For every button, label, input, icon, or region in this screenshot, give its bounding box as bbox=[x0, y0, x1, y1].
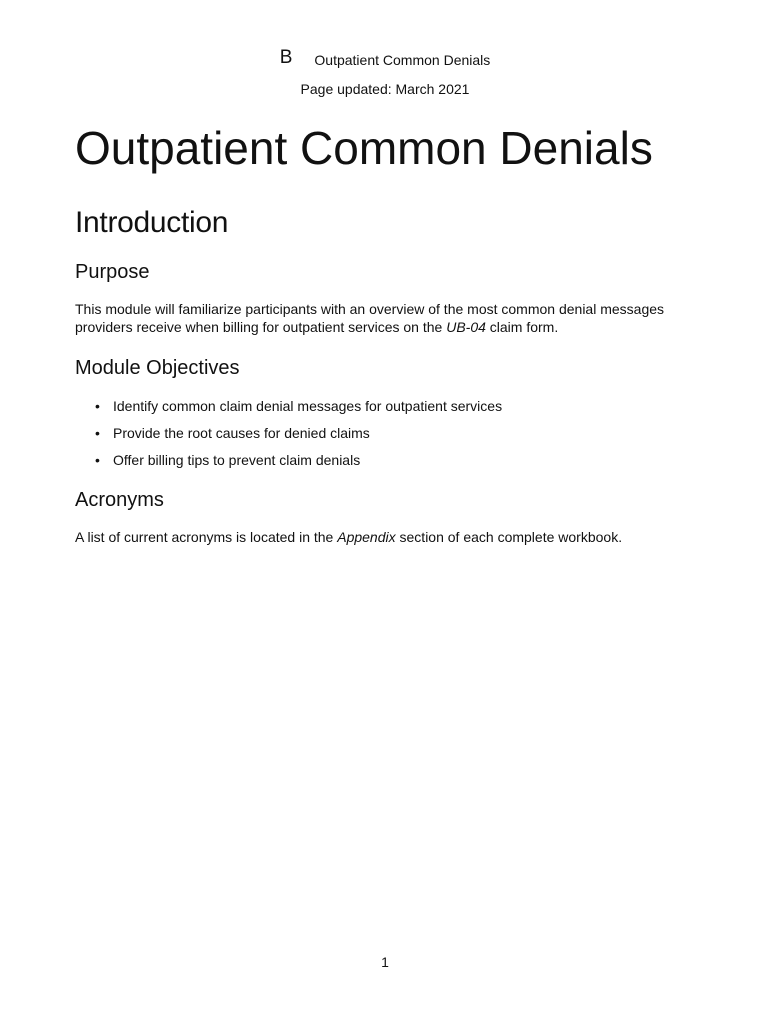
objective-text: Identify common claim denial messages for outpatient services bbox=[113, 398, 503, 414]
objective-text: Offer billing tips to prevent claim denials bbox=[113, 452, 361, 468]
list-item bbox=[95, 395, 502, 422]
module-objectives-heading: Module Objectives bbox=[75, 357, 240, 379]
purpose-text-end: claim form. bbox=[485, 319, 559, 335]
document-title: Outpatient Common Denials bbox=[75, 122, 653, 174]
acronyms-heading: Acronyms bbox=[75, 489, 164, 511]
page-updated-date: Page updated: March 2021 bbox=[300, 81, 470, 97]
header-mark: B bbox=[279, 47, 293, 68]
objective-text: Provide the root causes for denied claims bbox=[113, 425, 370, 441]
appendix-reference: Appendix bbox=[337, 529, 396, 545]
acronyms-text-start: A list of current acronyms is located in the bbox=[75, 529, 338, 545]
bullet-icon: • bbox=[95, 398, 100, 414]
page-number: 1 bbox=[381, 954, 389, 970]
purpose-heading: Purpose bbox=[75, 261, 150, 283]
objectives-list bbox=[95, 395, 502, 476]
purpose-paragraph bbox=[75, 300, 715, 336]
bullet-icon: • bbox=[95, 452, 100, 468]
header-title: Outpatient Common Denials bbox=[314, 52, 491, 68]
introduction-heading: Introduction bbox=[75, 206, 229, 239]
purpose-text-start: This module will familiarize participants with an overview of the most common denial messages providers receive when billing for outpatient services on the bbox=[75, 301, 665, 335]
bullet-icon: • bbox=[95, 425, 100, 441]
list-item bbox=[95, 449, 502, 476]
purpose-form-name: UB-04 bbox=[446, 319, 486, 335]
list-item bbox=[95, 422, 502, 449]
acronyms-text-end: section of each complete workbook. bbox=[395, 529, 623, 545]
acronyms-paragraph bbox=[75, 528, 715, 546]
running-header bbox=[0, 47, 770, 70]
